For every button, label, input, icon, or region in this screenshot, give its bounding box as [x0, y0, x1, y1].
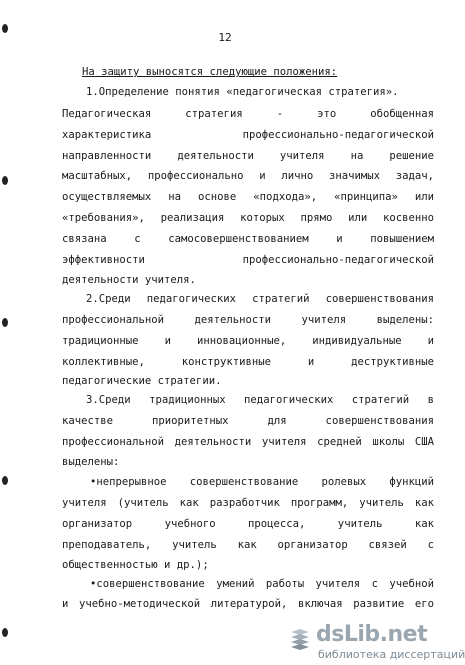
paragraph-line: профессиональной деятельности учителя выделены:	[62, 314, 434, 326]
bullet-line: преподаватель, учитель как организатор связей с	[62, 539, 434, 551]
paragraph-line: «требования», реализация которых прямо или косвенно	[62, 212, 434, 224]
paragraph-line: профессиональной деятельности учителя средней школы США	[62, 436, 434, 448]
paragraph-line: 1.Определение понятия «педагогическая стратегия».	[86, 86, 399, 98]
paragraph-line: педагогические стратегии.	[62, 375, 222, 387]
page-number: 12	[218, 31, 232, 44]
paragraph-line: направленности деятельности учителя на решение	[62, 150, 434, 162]
punch-hole-mark	[2, 628, 8, 637]
watermark-logo: dsLib.net	[316, 622, 428, 647]
watermark-subtitle: библиотека диссертаций	[318, 648, 465, 661]
paragraph-line: 2.Среди педагогических стратегий совершенствования	[86, 293, 434, 305]
paragraph-line: Педагогическая стратегия - это обобщенная	[62, 108, 434, 120]
bullet-line: •совершенствование умений работы учителя с учебной	[90, 578, 434, 590]
book-stack-icon	[288, 628, 312, 654]
section-heading: На защиту выносятся следующие положения:	[82, 66, 338, 78]
paragraph-line: коллективные, конструктивные и деструктивные	[62, 356, 434, 368]
paragraph-line: эффективности профессионально-педагогической	[62, 254, 434, 266]
bullet-line: и учебно-методической литературой, включая развитие его	[62, 598, 434, 610]
paragraph-line: выделены:	[62, 456, 120, 468]
dslib-watermark	[288, 622, 465, 664]
bullet-line: •непрерывное совершенствование ролевых функций	[90, 476, 434, 488]
bullet-line: организатор учебного процесса, учитель как	[62, 518, 434, 530]
punch-hole-mark	[2, 318, 8, 327]
paragraph-line: деятельности учителя.	[62, 274, 196, 286]
paragraph-line: связана с самосовершенствованием и повышением	[62, 233, 434, 245]
paragraph-line: масштабных, профессионально и лично значимых задач,	[62, 170, 434, 182]
punch-hole-mark	[2, 476, 8, 485]
bullet-line: общественностью и др.);	[62, 559, 209, 571]
bullet-line: учителя (учитель как разработчик программ, учитель как	[62, 497, 434, 509]
paragraph-line: 3.Среди традиционных педагогических стратегий в	[86, 394, 434, 406]
paragraph-line: традиционные и инновационные, индивидуальные и	[62, 335, 434, 347]
punch-hole-mark	[2, 176, 8, 185]
paragraph-line: осуществляемых на основе «подхода», «принципа» или	[62, 191, 434, 203]
paragraph-line: характеристика профессионально-педагогической	[62, 129, 434, 141]
paragraph-line: качестве приоритетных для совершенствования	[62, 415, 434, 427]
